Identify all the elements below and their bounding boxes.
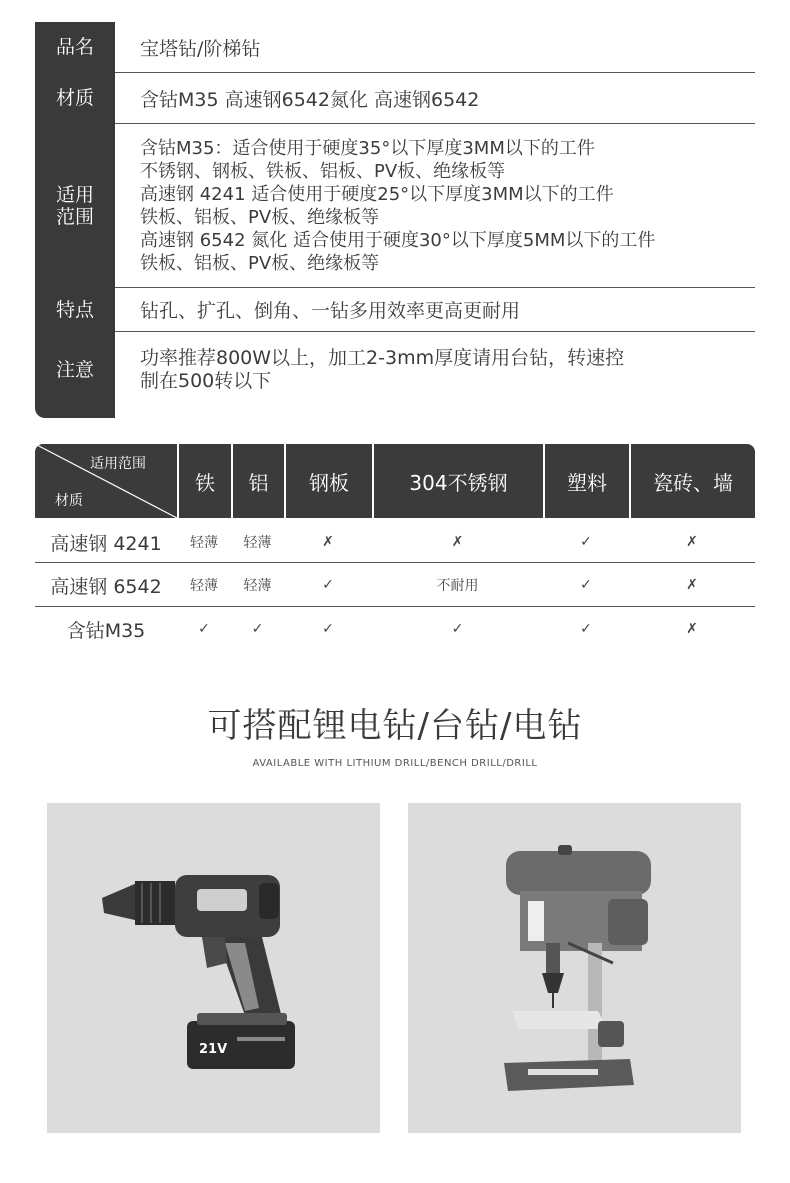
cross-icon: ✗: [451, 534, 464, 550]
table-row: [35, 607, 755, 651]
check-icon: ✓: [451, 621, 464, 637]
spec-row-scope: [35, 124, 755, 287]
col-header-304-stainless: 304不锈钢: [409, 470, 508, 495]
cross-icon: ✗: [686, 577, 698, 593]
cross-icon: ✗: [686, 534, 698, 550]
check-icon: ✓: [198, 621, 210, 637]
check-icon: ✓: [322, 577, 334, 593]
table-cell: 不耐用: [436, 578, 479, 594]
spec-value: 含钴M35 高速钢6542氮化 高速钢6542: [140, 88, 480, 111]
section-subtitle: AVAILABLE WITH LITHIUM DRILL/BENCH DRILL/DRILL: [252, 758, 538, 769]
check-icon: ✓: [580, 621, 592, 637]
table-cell: 轻薄: [190, 578, 218, 594]
spec-label: 品名: [55, 36, 94, 58]
col-header-tile-wall: 瓷砖、墙: [653, 470, 733, 495]
corner-label-material: 材质: [55, 493, 83, 509]
check-icon: ✓: [251, 621, 264, 637]
col-header-iron: 铁: [195, 470, 215, 495]
spec-row-name: [35, 22, 755, 72]
table-row: [35, 520, 755, 564]
spec-value: 含钴M35：适合使用于硬度35°以下厚度3MM以下的工件 不锈钢、钢板、铁板、铝板、PV板、绝缘板等 高速钢 4241 适合使用于硬度25°以下厚度3MM以下的工件 铁板、铝板、PV板、绝缘板等 高速钢 6542 氮化 适合使用于硬度30°以下厚度5MM以下的工件 铁板、铝板、PV板、绝缘板等: [140, 137, 656, 274]
cordless-drill-image: [47, 803, 380, 1133]
spec-label: 注意: [55, 359, 94, 381]
cross-icon: ✗: [686, 621, 698, 637]
battery-label: 21V: [199, 1042, 228, 1057]
spec-value: 宝塔钻/阶梯钻: [140, 37, 261, 60]
bench-drill-icon: [408, 803, 741, 1133]
spec-label: 材质: [55, 87, 94, 109]
table-cell: 轻薄: [190, 535, 218, 551]
col-header-steel-plate: 钢板: [309, 470, 349, 495]
section-title: 可搭配锂电钻/台钻/电钻: [207, 706, 583, 746]
table-cell: 轻薄: [243, 535, 272, 551]
spec-value: 功率推荐800W以上，加工2-3mm厚度请用台钻，转速控 制在500转以下: [140, 347, 625, 392]
table-row: [35, 563, 755, 607]
spec-label: 特点: [55, 298, 94, 321]
cordless-drill-icon: [47, 803, 380, 1133]
check-icon: ✓: [322, 621, 334, 637]
cross-icon: ✗: [322, 534, 334, 550]
corner-label-scope: 适用范围: [90, 456, 146, 472]
table-cell: 轻薄: [243, 578, 272, 594]
spec-row-feature: [35, 288, 755, 331]
spec-value: 钻孔、扩孔、倒角、一钻多用效率更高更耐用: [140, 300, 521, 322]
bench-drill-image: [408, 803, 741, 1133]
col-header-plastic: 塑料: [567, 470, 607, 495]
spec-row-material: [35, 73, 755, 123]
check-icon: ✓: [580, 534, 592, 550]
material-cell: 高速钢 4241: [50, 532, 162, 555]
material-cell: 含钴M35: [66, 619, 146, 642]
col-header-aluminum: 铝: [248, 470, 269, 495]
spec-row-note: [35, 332, 755, 418]
check-icon: ✓: [580, 577, 592, 593]
spec-label: 适用 范围: [55, 183, 94, 228]
material-cell: 高速钢 6542: [50, 575, 162, 598]
